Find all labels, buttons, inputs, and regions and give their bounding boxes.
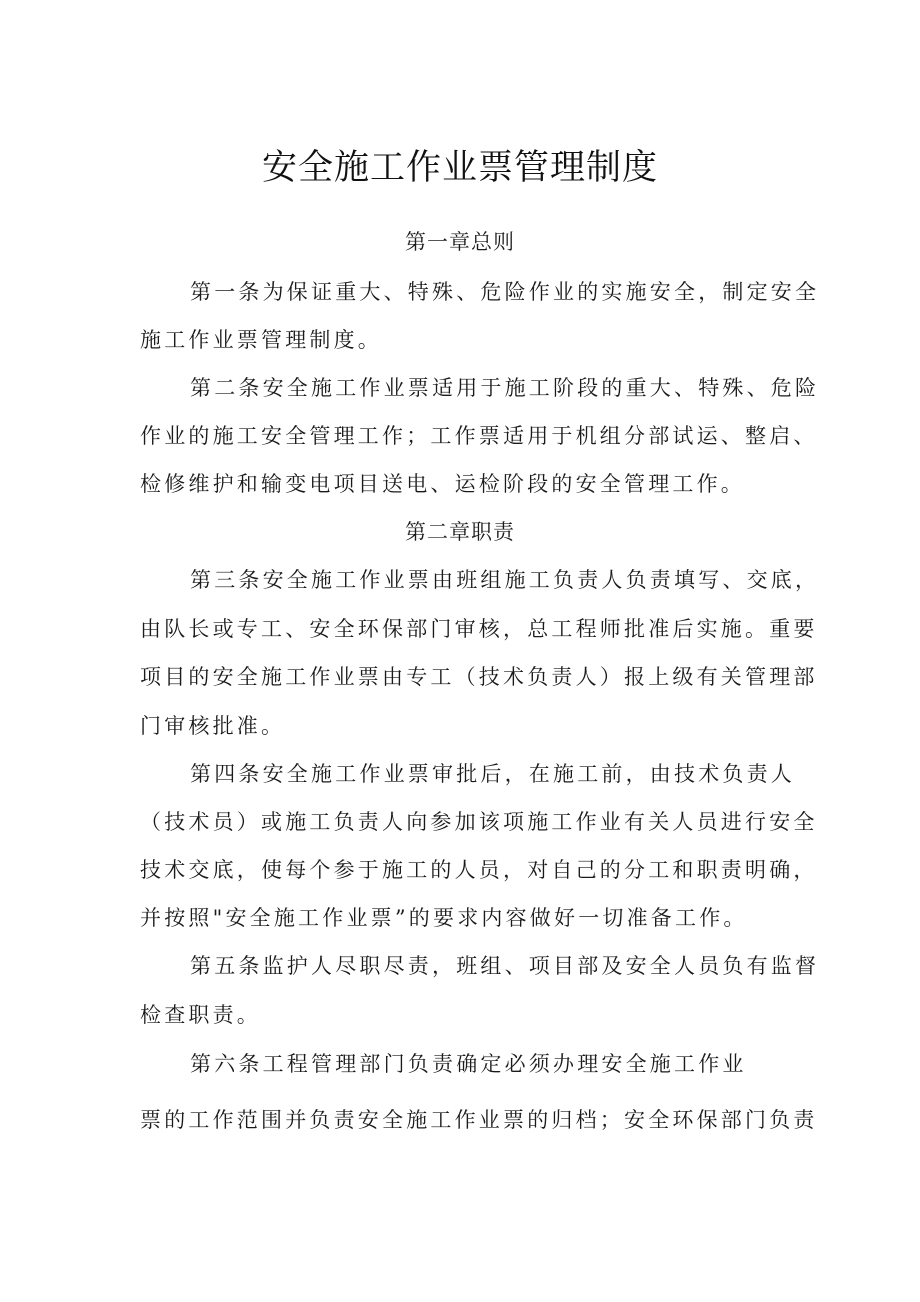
article-1-line-2: 施工作业票管理制度。 xyxy=(140,328,382,352)
chapter-heading-1: 第一章总则 xyxy=(405,230,515,254)
article-2-line-3: 检修维护和输变电项目送电、运检阶段的安全管理工作。 xyxy=(140,472,745,496)
article-1-line-1: 第一条为保证重大、特殊、危险作业的实施安全，制定安全 xyxy=(190,280,820,304)
article-6-line-2: 票的工作范围并负责安全施工作业票的归档；安全环保部门负责 xyxy=(140,1108,818,1132)
article-3-line-3: 项目的安全施工作业票由专工（技术负责人）报上级有关管理部 xyxy=(140,665,818,689)
article-6-line-1: 第六条工程管理部门负责确定必须办理安全施工作业 xyxy=(190,1052,747,1076)
document-title: 安全施工作业票管理制度 xyxy=(261,148,658,188)
article-2-line-1: 第二条安全施工作业票适用于施工阶段的重大、特殊、危险 xyxy=(190,376,820,400)
article-4-line-1: 第四条安全施工作业票审批后，在施工前，由技术负责人 xyxy=(190,762,795,786)
article-3-line-1: 第三条安全施工作业票由班组施工负责人负责填写、交底， xyxy=(190,568,820,592)
article-2-line-2: 作业的施工安全管理工作；工作票适用于机组分部试运、整启、 xyxy=(140,424,818,448)
article-3-line-2: 由队长或专工、安全环保部门审核，总工程师批准后实施。重要 xyxy=(140,617,818,641)
article-4-line-2: （技术员）或施工负责人向参加该项施工作业有关人员进行安全 xyxy=(140,810,818,834)
article-5-line-2: 检查职责。 xyxy=(140,1003,261,1027)
chapter-heading-2: 第二章职责 xyxy=(405,520,515,544)
article-4-line-3: 技术交底，使每个参于施工的人员，对自己的分工和职责明确， xyxy=(140,858,818,882)
article-5-line-1: 第五条监护人尽职尽责，班组、项目部及安全人员负有监督 xyxy=(190,954,820,978)
article-4-line-4: 并按照"安全施工作业票”的要求内容做好一切准备工作。 xyxy=(140,906,748,930)
article-3-line-4: 门审核批准。 xyxy=(140,714,286,738)
